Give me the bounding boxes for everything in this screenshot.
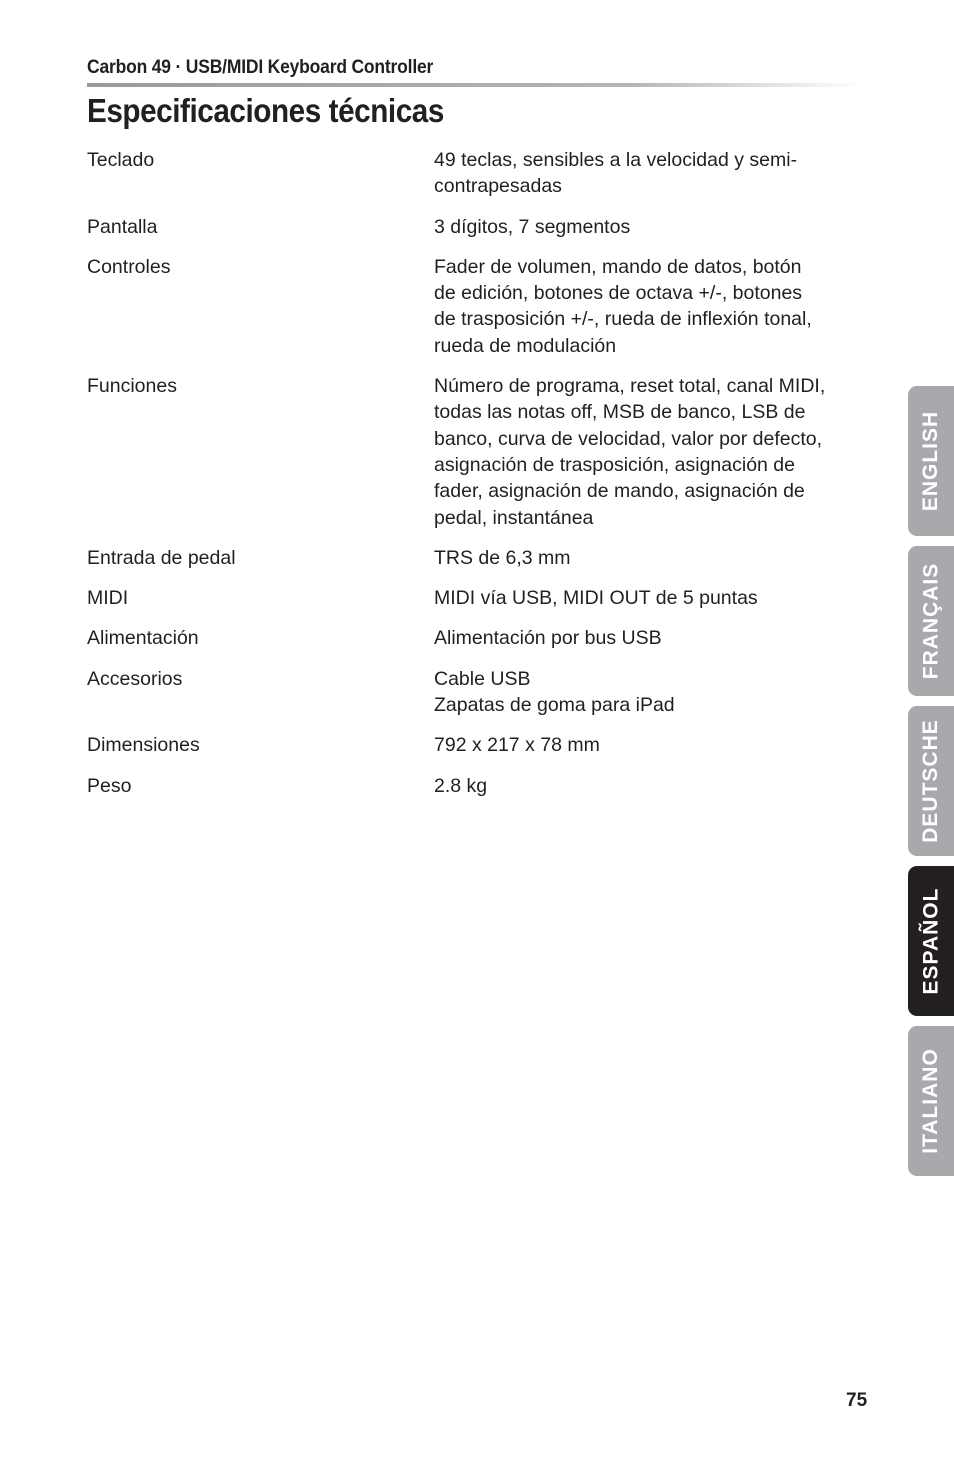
spec-label: Controles [87,255,171,278]
spec-row [87,732,877,758]
spec-value: Alimentación por bus USB [434,627,662,650]
spec-row [87,773,877,799]
spec-value: 792 x 217 x 78 mm [434,734,600,757]
spec-value: MIDI vía USB, MIDI OUT de 5 puntas [434,587,758,610]
spec-row [87,666,877,719]
spec-row [87,625,877,651]
spec-value: Número de programa, reset total, canal MIDI, todas las notas off, MSB de banco, LSB de banco, curva de velocidad, valor por defecto, asignación de trasposición, asignación de fader, asignación de mando, asignación de pedal, instantánea [434,375,826,529]
spec-label: Dimensiones [87,734,200,757]
running-header: Carbon 49 · USB/MIDI Keyboard Controller [87,57,434,78]
spec-label: Entrada de pedal [87,546,236,569]
spec-value: TRS de 6,3 mm [434,546,571,569]
spec-label: Teclado [87,149,155,171]
tab-francais-label: FRANÇAIS [919,562,942,680]
tab-espanol-label: ESPAÑOL [919,887,942,995]
spec-label: Alimentación [87,627,199,650]
tab-deutsche-label: DEUTSCHE [919,719,943,843]
tab-espanol[interactable] [908,866,954,1016]
spec-row [87,373,877,531]
spec-value: Fader de volumen, mando de datos, botón de edición, botones de octava +/-, botones de trasposición +/-, rueda de inflexión tonal, rueda de modulación [434,255,812,357]
spec-value: 3 dígitos, 7 segmentos [434,215,631,238]
spec-row [87,214,877,240]
spec-row [87,147,877,200]
spec-row [87,254,877,359]
spec-label: Peso [87,774,132,797]
spec-label: Funciones [87,375,177,398]
spec-label: Accesorios [87,667,183,690]
tab-francais[interactable] [908,546,954,696]
spec-value: Cable USB Zapatas de goma para iPad [434,667,675,717]
page-number: 75 [846,1390,868,1411]
tab-deutsche[interactable] [908,706,954,856]
spec-label: Pantalla [87,215,158,238]
header-rule [87,83,862,87]
tab-italiano-label: ITALIANO [919,1048,943,1154]
tab-english[interactable] [908,386,954,536]
spec-table [87,147,877,813]
tab-english-label: ENGLISH [919,410,942,512]
spec-row [87,585,877,611]
spec-row [87,545,877,571]
spec-value: 49 teclas, sensibles a la velocidad y semi- contrapesadas [434,149,798,198]
page-title: Especificaciones técnicas [87,92,444,129]
spec-value: 2.8 kg [434,774,488,797]
spec-label: MIDI [87,587,129,610]
tab-italiano[interactable] [908,1026,954,1176]
